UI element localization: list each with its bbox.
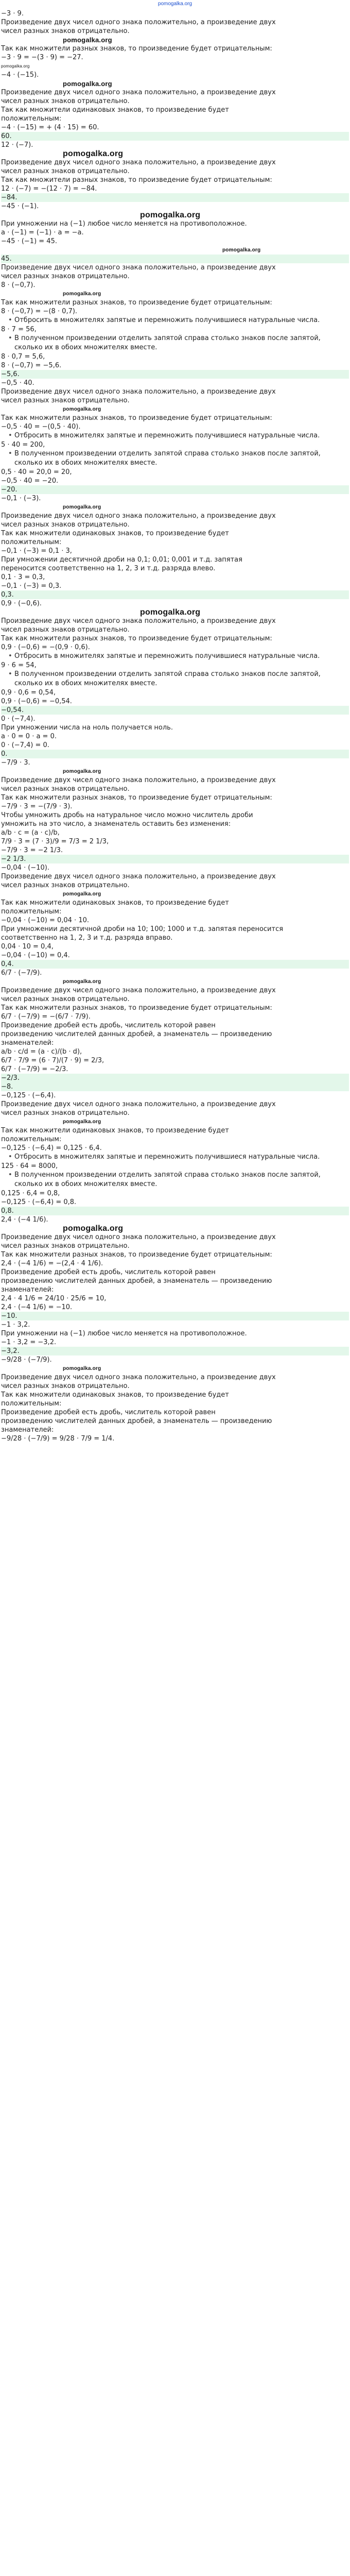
rule-text: Произведение двух чисел одного знака положительно, а произведение двух: [1, 159, 276, 166]
answer-line: −0,54.: [1, 706, 349, 715]
math-line: −4 ⋅ (−15).: [1, 71, 39, 79]
math-line: −0,1 ⋅ (−3) = 0,3.: [1, 582, 62, 590]
rule-text: чисел разных знаков отрицательно.: [1, 397, 130, 404]
math-line: −9/28 ⋅ (−7/9).: [1, 1356, 52, 1364]
rule-text: Произведение двух чисел одного знака положительно, а произведение двух: [1, 388, 276, 396]
rule-text: Произведение двух чисел одного знака положительно, а произведение двух: [1, 873, 276, 880]
rule-text: чисел разных знаков отрицательно.: [1, 995, 130, 1003]
watermark: pomogalka.org: [63, 891, 101, 897]
math-line: −0,04 ⋅ (−10) = 0,4.: [1, 952, 70, 959]
math-line: 9 ⋅ 6 = 54,: [1, 662, 37, 669]
math-line: 0,9 ⋅ (−0,6).: [1, 600, 42, 607]
math-line: −0,125 ⋅ (−6,4) = 0,8.: [1, 1198, 77, 1206]
watermark: pomogalka.org: [63, 291, 101, 297]
bullet-item: • В полученном произведении отделить запятой справа столько знаков после запятой, сколько их в обоих множителях вместе.: [1, 670, 349, 688]
math-line: −7/9 ⋅ 3 = −2 1/3.: [1, 846, 63, 854]
rule-text: чисел разных знаков отрицательно.: [1, 167, 130, 175]
rule-text: При умножении десятичной дроби на 0,1; 0,01; 0,001 и т.д. запятая: [1, 556, 242, 564]
rule-text: чисел разных знаков отрицательно.: [1, 273, 130, 280]
rule-text: Так как множители одинаковых знаков, то произведение будет: [1, 1127, 229, 1134]
math-line: a ⋅ (−1) = (−1) ⋅ a = −a.: [1, 229, 84, 236]
math-line: −0,125 ⋅ (−6,4) = 0,125 ⋅ 6,4.: [1, 1144, 102, 1152]
rule-text: положительным:: [1, 115, 62, 123]
math-line: 0,1 ⋅ 3 = 0,3,: [1, 573, 45, 581]
math-line: −0,1 ⋅ (−3) = 0,1 ⋅ 3,: [1, 547, 72, 555]
rule-text: Произведение двух чисел одного знака положительно, а произведение двух: [1, 1100, 276, 1108]
math-line: −1 ⋅ 3,2 = −3,2.: [1, 1338, 57, 1346]
watermark: pomogalka.org: [1, 64, 30, 69]
rule-text: чисел разных знаков отрицательно.: [1, 97, 130, 105]
math-line: a/b ⋅ c = (a ⋅ c)/b,: [1, 829, 60, 837]
rule-text: умножить на это число, а знаменатель оставить без изменения:: [1, 820, 231, 828]
rule-text: положительным:: [1, 1136, 62, 1143]
bullet-item: • Отбросить в множителях запятые и перемножить получившиеся натуральные числа.: [1, 316, 349, 325]
rule-text: Чтобы умножить дробь на натуральное число можно числитель дроби: [1, 811, 253, 819]
rule-text: Так как множители одинаковых знаков, то произведение будет: [1, 106, 229, 114]
math-line: 8 ⋅ 7 = 56,: [1, 326, 37, 333]
rule-text: чисел разных знаков отрицательно.: [1, 27, 130, 35]
rule-text: Так как множители разных знаков, то произведение будет отрицательным:: [1, 414, 272, 422]
math-line: 0 ⋅ (−7,4).: [1, 715, 36, 723]
answer-line: 0.: [1, 750, 349, 758]
math-line: a ⋅ 0 = 0 ⋅ a = 0.: [1, 733, 57, 740]
math-line: 8 ⋅ (−0,7) = −5,6.: [1, 362, 62, 369]
math-line: 0,125 ⋅ 6,4 = 0,8,: [1, 1190, 60, 1197]
math-line: 6/7 ⋅ (−7/9) = −(6/7 ⋅ 7/9).: [1, 1013, 91, 1021]
math-line: 5 ⋅ 40 = 200,: [1, 441, 45, 449]
math-line: 2,4 ⋅ (−4 1/6).: [1, 1216, 48, 1224]
rule-text: Так как множители разных знаков, то произведение будет отрицательным:: [1, 45, 272, 53]
math-line: 8 ⋅ 0,7 = 5,6,: [1, 353, 45, 361]
rule-text: переносится соответственно на 1, 2, 3 и т.д. разряда влево.: [1, 565, 216, 572]
math-line: 2,4 ⋅ 4 1/6 = 24/10 ⋅ 25/6 = 10,: [1, 1295, 107, 1302]
rule-text: чисел разных знаков отрицательно.: [1, 626, 130, 634]
math-line: −3 ⋅ 9.: [1, 10, 24, 18]
watermark: pomogalka.org: [63, 80, 112, 88]
rule-text: Так как множители разных знаков, то произведение будет отрицательным:: [1, 299, 272, 307]
rule-text: знаменателей:: [1, 1426, 54, 1434]
rule-text: Так как множители разных знаков, то произведение будет отрицательным:: [1, 1251, 272, 1259]
math-line: −7/9 ⋅ 3 = −(7/9 ⋅ 3).: [1, 803, 73, 810]
watermark: pomogalka.org: [222, 247, 261, 253]
math-line: 0,04 ⋅ 10 = 0,4,: [1, 943, 54, 951]
watermark: pomogalka.org: [63, 1366, 101, 1371]
math-line: 0,5 ⋅ 40 = 20,0 = 20,: [1, 468, 72, 476]
watermark: pomogalka.org: [63, 149, 124, 158]
rule-text: Произведение двух чисел одного знака положительно, а произведение двух: [1, 264, 276, 272]
rule-text: положительным:: [1, 538, 62, 546]
watermark: pomogalka.org: [63, 36, 112, 44]
answer-line: −84.: [1, 193, 349, 202]
rule-text: Так как множители одинаковых знаков, то произведение будет: [1, 530, 229, 537]
math-line: −0,5 ⋅ 40 = −20.: [1, 477, 59, 485]
answer-line: −2/3.: [1, 1074, 349, 1082]
rule-text: Так как множители разных знаков, то произведение будет отрицательным:: [1, 635, 272, 642]
math-line: 12 ⋅ (−7) = −(12 ⋅ 7) = −84.: [1, 185, 97, 193]
watermark: pomogalka.org: [63, 1119, 101, 1125]
answer-line: −20.: [1, 485, 349, 494]
rule-text: Произведение двух чисел одного знака положительно, а произведение двух: [1, 776, 276, 784]
rule-text: Произведение дробей есть дробь, числитель которой равен: [1, 1022, 216, 1029]
math-line: 6/7 ⋅ (−7/9) = −2/3.: [1, 1065, 68, 1073]
watermark: pomogalka.org: [63, 769, 101, 774]
rule-text: положительным:: [1, 908, 62, 916]
rule-text: Так как множители разных знаков, то произведение будет отрицательным:: [1, 1004, 272, 1012]
bullet-item: • Отбросить в множителях запятые и перемножить получившиеся натуральные числа.: [1, 652, 349, 661]
rule-text: Так как множители одинаковых знаков, то произведение будет: [1, 1391, 229, 1399]
math-line: −3 ⋅ 9 = −(3 ⋅ 9) = −27.: [1, 54, 83, 61]
math-line: a/b ⋅ c/d = (a ⋅ c)/(b ⋅ d),: [1, 1048, 82, 1056]
rule-text: чисел разных знаков отрицательно.: [1, 521, 130, 529]
rule-text: произведению числителей данных дробей, а знаменатель — произведению: [1, 1417, 272, 1425]
math-line: −0,5 ⋅ 40 = −(0,5 ⋅ 40).: [1, 423, 81, 431]
bullet-item: • В полученном произведении отделить запятой справа столько знаков после запятой, сколько их в обоих множителях вместе.: [1, 334, 349, 352]
math-line: 7/9 ⋅ 3 = (7 ⋅ 3)/9 = 7/3 = 2 1/3,: [1, 838, 109, 845]
rule-text: Произведение двух чисел одного знака положительно, а произведение двух: [1, 987, 276, 994]
rule-text: При умножении на (−1) любое число меняется на противоположное.: [1, 1330, 247, 1337]
math-line: −0,04 ⋅ (−10) = 0,04 ⋅ 10.: [1, 917, 89, 924]
math-line: −0,5 ⋅ 40.: [1, 379, 34, 387]
math-line: 0,9 ⋅ (−0,6) = −0,54.: [1, 698, 72, 705]
math-line: −0,04 ⋅ (−10).: [1, 864, 49, 872]
math-line: 0,9 ⋅ 0,6 = 0,54,: [1, 689, 56, 697]
rule-text: Так как множители разных знаков, то произведение будет отрицательным:: [1, 176, 272, 184]
rule-text: Произведение двух чисел одного знака положительно, а произведение двух: [1, 89, 276, 96]
math-line: −1 ⋅ 3,2.: [1, 1321, 30, 1329]
rule-text: знаменателей:: [1, 1286, 54, 1294]
math-line: −45 ⋅ (−1) = 45.: [1, 238, 57, 245]
rule-text: Так как множители разных знаков, то произведение будет отрицательным:: [1, 794, 272, 802]
rule-text: Произведение двух чисел одного знака положительно, а произведение двух: [1, 617, 276, 625]
math-line: −9/28 ⋅ (−7/9) = 9/28 ⋅ 7/9 = 1/4.: [1, 1435, 115, 1443]
math-line: 0,9 ⋅ (−0,6) = −(0,9 ⋅ 0,6).: [1, 643, 90, 651]
watermark: pomogalka.org: [63, 979, 101, 985]
answer-line: 0,4.: [1, 960, 349, 969]
rule-text: При умножении десятичной дроби на 10; 100; 1000 и т.д. запятая переносится: [1, 925, 284, 933]
rule-text: Произведение дробей есть дробь, числитель которой равен: [1, 1409, 216, 1416]
math-line: 2,4 ⋅ (−4 1/6) = −10.: [1, 1303, 73, 1311]
rule-text: чисел разных знаков отрицательно.: [1, 785, 130, 793]
answer-line: 45.: [1, 255, 349, 263]
site-header[interactable]: pomogalka.org: [157, 1, 192, 7]
bullet-item: • В полученном произведении отделить запятой справа столько знаков после запятой, сколько их в обоих множителях вместе.: [1, 449, 349, 468]
answer-line: −10.: [1, 1312, 349, 1320]
rule-text: знаменателей:: [1, 1039, 54, 1047]
rule-text: Произведение двух чисел одного знака положительно, а произведение двух: [1, 512, 276, 520]
rule-text: При умножении на (−1) любое число меняется на противоположное.: [1, 220, 247, 228]
math-line: −4 ⋅ (−15) = + (4 ⋅ 15) = 60.: [1, 124, 99, 131]
rule-text: соответственно на 1, 2, 3 и т.д. разряда вправо.: [1, 934, 173, 942]
rule-text: Произведение двух чисел одного знака положительно, а произведение двух: [1, 19, 276, 26]
math-line: 8 ⋅ (−0,7) = −(8 ⋅ 0,7).: [1, 308, 78, 315]
bullet-item: • Отбросить в множителях запятые и перемножить получившиеся натуральные числа.: [1, 1153, 349, 1162]
math-line: 6/7 ⋅ (−7/9).: [1, 969, 42, 977]
math-line: −45 ⋅ (−1).: [1, 202, 39, 210]
answer-line: −2 1/3.: [1, 855, 349, 863]
watermark: pomogalka.org: [140, 211, 201, 219]
math-line: 6/7 ⋅ 7/9 = (6 ⋅ 7)/(7 ⋅ 9) = 2/3,: [1, 1057, 104, 1064]
rule-text: Произведение дробей есть дробь, числитель которой равен: [1, 1268, 216, 1276]
math-line: 0 ⋅ (−7,4) = 0.: [1, 741, 49, 749]
rule-text: произведению числителей данных дробей, а знаменатель — произведению: [1, 1277, 272, 1285]
rule-text: чисел разных знаков отрицательно.: [1, 1109, 130, 1117]
rule-text: чисел разных знаков отрицательно.: [1, 1382, 130, 1390]
rule-text: произведению числителей данных дробей, а знаменатель — произведению: [1, 1030, 272, 1038]
math-line: −0,1 ⋅ (−3).: [1, 495, 41, 502]
watermark: pomogalka.org: [140, 608, 201, 617]
answer-line: 0,8.: [1, 1207, 349, 1215]
bullet-item: • Отбросить в множителях запятые и перемножить получившиеся натуральные числа.: [1, 431, 349, 440]
rule-text: При умножении числа на ноль получается ноль.: [1, 724, 173, 732]
math-line: 12 ⋅ (−7).: [1, 141, 33, 149]
answer-line: −3,2.: [1, 1347, 349, 1355]
math-line: 125 ⋅ 64 = 8000,: [1, 1162, 58, 1170]
bullet-item: • В полученном произведении отделить запятой справа столько знаков после запятой, сколько их в обоих множителях вместе.: [1, 1171, 349, 1189]
math-line: 8 ⋅ (−0,7).: [1, 281, 36, 289]
math-line: −7/9 ⋅ 3.: [1, 759, 30, 767]
math-line: −0,125 ⋅ (−6,4).: [1, 1092, 56, 1099]
watermark: pomogalka.org: [63, 1224, 124, 1233]
math-line: 2,4 ⋅ (−4 1/6) = −(2,4 ⋅ 4 1/6).: [1, 1260, 103, 1267]
rule-text: Так как множители одинаковых знаков, то произведение будет: [1, 899, 229, 907]
watermark: pomogalka.org: [63, 406, 101, 412]
solution-content: [0, 9, 350, 1443]
rule-text: положительным:: [1, 1400, 62, 1408]
answer-line: −5,6.: [1, 370, 349, 379]
answer-line: 60.: [1, 132, 349, 141]
answer-line: −8.: [1, 1082, 349, 1091]
watermark: pomogalka.org: [63, 504, 101, 510]
rule-text: чисел разных знаков отрицательно.: [1, 1242, 130, 1250]
answer-line: 0,3.: [1, 590, 349, 599]
rule-text: чисел разных знаков отрицательно.: [1, 882, 130, 889]
rule-text: Произведение двух чисел одного знака положительно, а произведение двух: [1, 1233, 276, 1241]
rule-text: Произведение двух чисел одного знака положительно, а произведение двух: [1, 1374, 276, 1381]
